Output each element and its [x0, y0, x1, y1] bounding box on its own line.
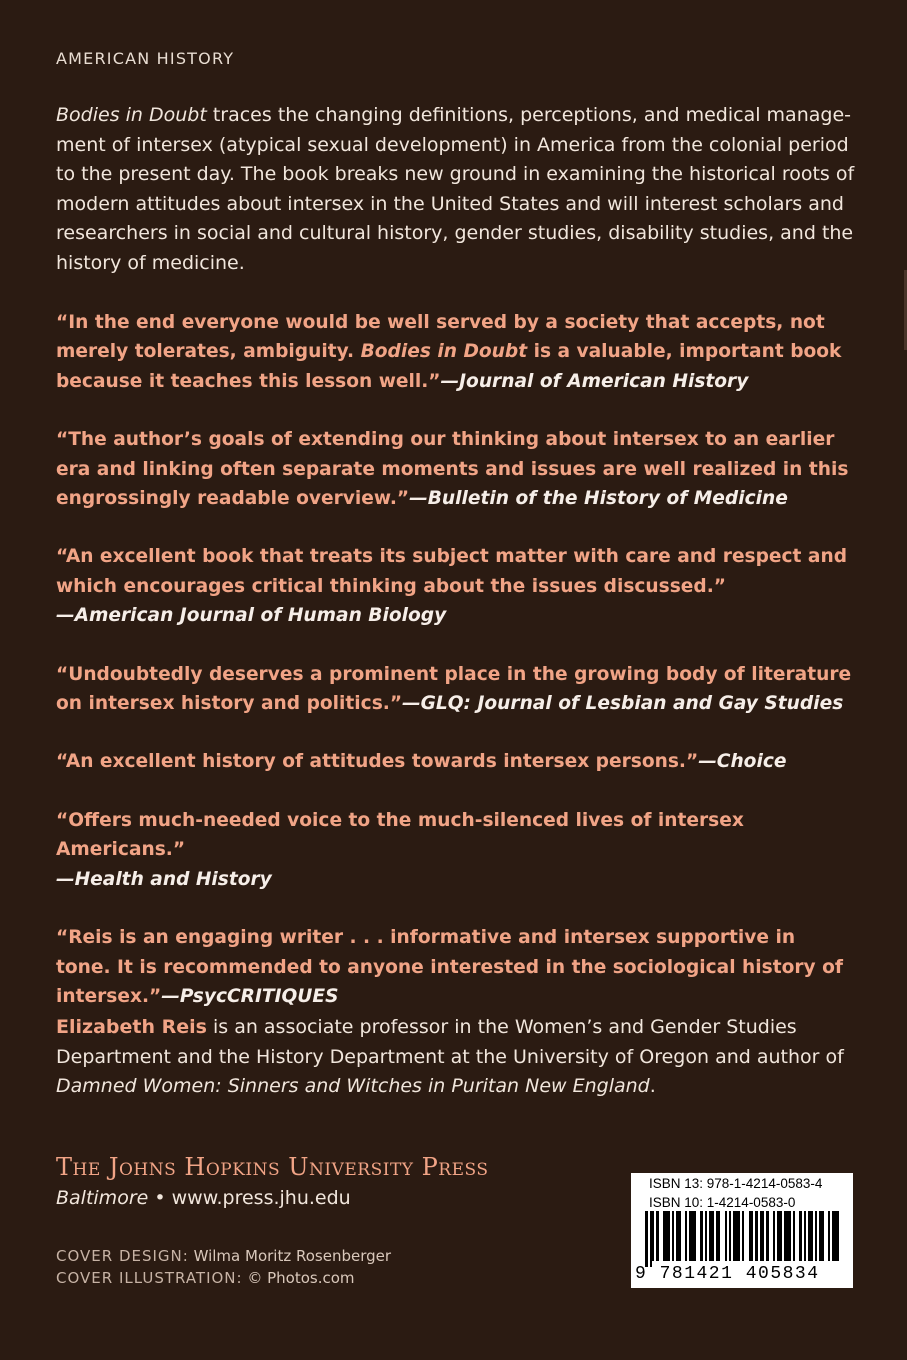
- credit-design: [56, 1245, 391, 1267]
- barcode-bar: [784, 1211, 786, 1261]
- review-quote: [56, 660, 856, 719]
- barcode-bar: [652, 1211, 654, 1261]
- review-quote: [56, 308, 856, 396]
- review-quote: [56, 747, 856, 776]
- barcode-bar: [808, 1211, 810, 1261]
- barcode-bar: [709, 1211, 711, 1261]
- barcode-bar: [777, 1211, 780, 1261]
- barcode-bar: [650, 1211, 652, 1267]
- review-quotes: [56, 308, 856, 1040]
- publisher-url[interactable]: www.press.jhu.edu: [171, 1187, 351, 1209]
- barcode-bar: [832, 1211, 835, 1261]
- quote-italic: Bodies in Doubt: [360, 341, 528, 363]
- barcode-box: [631, 1173, 853, 1288]
- barcode-bar: [718, 1211, 720, 1261]
- barcode-bar: [749, 1211, 751, 1261]
- credit-label: COVER ILLUSTRATION:: [56, 1269, 243, 1287]
- barcode-bar: [819, 1211, 821, 1261]
- barcode-bar: [835, 1211, 837, 1261]
- quote-source: —GLQ: Journal of Lesbian and Gay Studies: [402, 693, 844, 715]
- quote-text: “The author’s goals of extending our thinking about intersex to an earlier era and linking often separate moments and issues are well realized in this engrossingly readable overview.”: [56, 429, 849, 510]
- other-book-title: Damned Women: Sinners and Witches in Puritan New England: [56, 1075, 650, 1098]
- barcode-bar: [672, 1211, 674, 1261]
- barcode-bar: [837, 1211, 839, 1261]
- quote-source: —Choice: [698, 751, 787, 773]
- separator: •: [148, 1187, 172, 1209]
- barcode-bar: [793, 1211, 795, 1261]
- barcode-digits: 9 781421 405834: [635, 1264, 820, 1284]
- quote-text: “An excellent history of attitudes towards intersex persons.”: [56, 751, 699, 773]
- isbn-13: ISBN 13: 978-1-4214-0583-4: [649, 1176, 823, 1191]
- book-title: Bodies in Doubt: [56, 104, 207, 126]
- barcode-bar: [810, 1211, 813, 1261]
- barcode-bar: [716, 1211, 718, 1261]
- description-text: traces the changing definitions, perceptions, and medical manage-ment of intersex (atypical sexual development) in America from the colonial period to the present day. The book breaks new ground in examining the historical roots of modern attitudes about intersex in the United States and will interest scholars and researchers in social and cultural history, gender studies, disability studies, and the history of medicine.: [56, 104, 855, 274]
- barcode-bars: [645, 1211, 841, 1267]
- barcode-bar: [821, 1211, 824, 1261]
- barcode-bar: [738, 1211, 740, 1261]
- barcode-bar: [685, 1211, 687, 1261]
- barcode-bar: [663, 1211, 665, 1261]
- barcode-bar: [736, 1211, 738, 1261]
- isbn-10: ISBN 10: 1-4214-0583-0: [649, 1195, 796, 1210]
- barcode-bar: [656, 1211, 659, 1261]
- barcode-bar: [780, 1211, 782, 1261]
- barcode-bar: [828, 1211, 830, 1261]
- barcode-bar: [689, 1211, 692, 1261]
- barcode-bar: [700, 1211, 703, 1261]
- barcode-bar: [751, 1211, 753, 1261]
- review-quote: [56, 923, 856, 1011]
- barcode-bar: [711, 1211, 714, 1261]
- barcode-bar: [762, 1211, 764, 1261]
- quote-source: —American Journal of Human Biology: [56, 605, 447, 627]
- author-name: Elizabeth Reis: [56, 1016, 207, 1038]
- barcode-bar: [705, 1211, 707, 1261]
- publisher-name: The Johns Hopkins University Press: [56, 1153, 489, 1181]
- book-description: [56, 101, 864, 279]
- publisher-city: Baltimore: [56, 1187, 149, 1209]
- barcode-bar: [645, 1211, 648, 1267]
- barcode-bar: [667, 1211, 670, 1261]
- quote-text: “In the end everyone would be well served by a society that accepts, not merely tolerates, ambiguity.: [56, 312, 825, 363]
- quote-text-end: is a valuable, important book because it teaches this lesson well.”: [56, 341, 842, 392]
- barcode-bar: [788, 1211, 791, 1261]
- barcode-bar: [773, 1211, 775, 1261]
- barcode-bar: [742, 1211, 744, 1261]
- barcode-bar: [694, 1211, 696, 1261]
- review-quote: [56, 425, 856, 513]
- quote-text: “An excellent book that treats its subject matter with care and respect and which encourages critical thinking about the issues discussed.”: [56, 546, 848, 597]
- bio-end: .: [649, 1075, 656, 1098]
- category-label: AMERICAN HISTORY: [56, 49, 235, 68]
- barcode-bar: [665, 1211, 667, 1261]
- barcode-bar: [729, 1211, 731, 1261]
- credit-illustration: [56, 1267, 391, 1289]
- quote-source: —Bulletin of the History of Medicine: [409, 488, 788, 510]
- quote-source: —Journal of American History: [440, 370, 749, 392]
- quote-text: “Undoubtedly deserves a prominent place in the growing body of literature on intersex history and politics.”: [56, 663, 852, 715]
- quote-source: —PsycCRITIQUES: [161, 985, 339, 1007]
- barcode-bar: [692, 1211, 694, 1261]
- review-quote: [56, 806, 856, 894]
- review-quote: [56, 542, 856, 630]
- publisher-line: [56, 1187, 351, 1209]
- credit-label: COVER DESIGN:: [56, 1247, 189, 1265]
- author-bio: [56, 1013, 864, 1102]
- barcode-bar: [733, 1211, 736, 1261]
- barcode-bar: [725, 1211, 727, 1261]
- credit-value: © Photos.com: [242, 1269, 355, 1287]
- barcode-bar: [676, 1211, 678, 1261]
- barcode-bar: [678, 1211, 681, 1261]
- barcode-bar: [799, 1211, 802, 1261]
- barcode-bar: [760, 1211, 762, 1261]
- barcode-bar: [766, 1211, 769, 1261]
- bio-text: is an associate professor in the Women’s and Gender Studies Department and the History Department at the University of Oregon and author of: [56, 1016, 844, 1068]
- quote-source: —Health and History: [56, 868, 272, 890]
- barcode-bar: [815, 1211, 817, 1261]
- credit-value: Wilma Moritz Rosenberger: [188, 1247, 392, 1265]
- quote-text: “Offers much-needed voice to the much-silenced lives of intersex Americans.”: [56, 809, 744, 861]
- barcode-bar: [804, 1211, 806, 1261]
- barcode-bar: [786, 1211, 788, 1261]
- barcode-bar: [755, 1211, 758, 1261]
- quote-text: “Reis is an engaging writer . . . informative and intersex supportive in tone. It is recommended to anyone interested in the sociological history of intersex.”: [56, 927, 844, 1007]
- cover-credits: [56, 1245, 391, 1289]
